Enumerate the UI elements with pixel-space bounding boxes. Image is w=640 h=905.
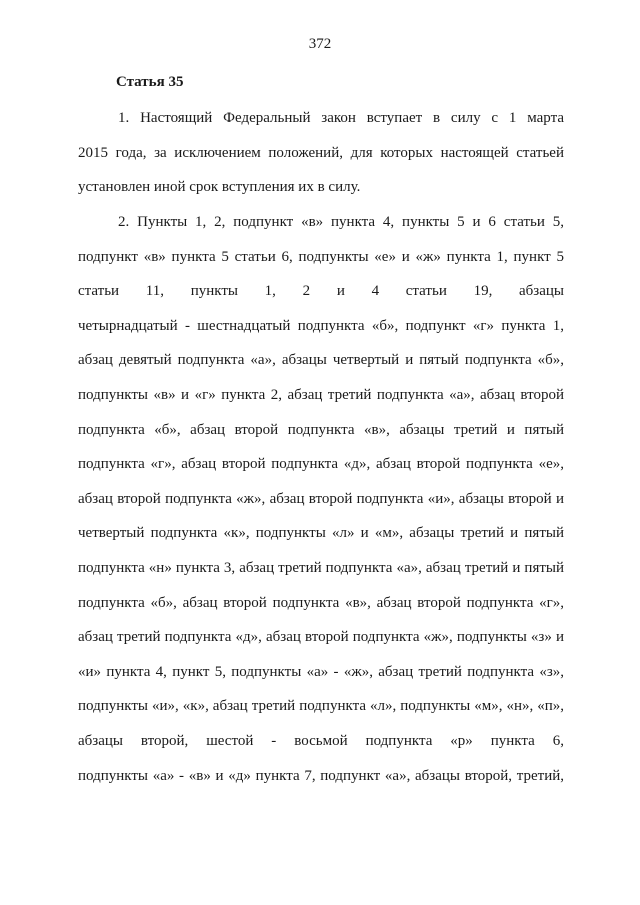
paragraph-line: четвертый подпункта «к», подпункты «л» и «м», абзацы третий и пятый xyxy=(78,525,564,542)
paragraph-line: подпункты «в» и «г» пункта 2, абзац третий подпункта «а», абзац второй xyxy=(78,386,564,403)
paragraph-line: абзац второй подпункта «ж», абзац второй подпункта «и», абзацы второй и xyxy=(78,490,564,507)
paragraph-line: подпункты «и», «к», абзац третий подпункта «л», подпункты «м», «н», «п», xyxy=(78,698,564,715)
paragraph-1 xyxy=(78,108,564,212)
paragraph-line: подпункта «н» пункта 3, абзац третий подпункта «а», абзац третий и пятый xyxy=(78,559,564,576)
paragraph-line: абзац девятый подпункта «а», абзацы четвертый и пятый подпункта «б», xyxy=(78,352,564,369)
paragraph-line: подпункт «в» пункта 5 статьи 6, подпункты «е» и «ж» пункта 1, пункт 5 xyxy=(78,248,564,265)
paragraph-line: статьи 11, пункты 1, 2 и 4 статьи 19, абзацы xyxy=(78,283,564,300)
paragraph-2 xyxy=(78,212,564,800)
paragraph-line: четырнадцатый - шестнадцатый подпункта «б», подпункт «г» пункта 1, xyxy=(78,317,564,334)
paragraph-line: «и» пункта 4, пункт 5, подпункты «а» - «ж», абзац третий подпункта «з», xyxy=(78,663,564,680)
paragraph-line: 1. Настоящий Федеральный закон вступает в силу с 1 марта xyxy=(118,110,564,126)
article-heading: Статья 35 xyxy=(116,74,184,90)
paragraph-line: 2. Пункты 1, 2, подпункт «в» пункта 4, пункты 5 и 6 статьи 5, xyxy=(118,214,564,230)
paragraph-line: подпункта «б», абзац второй подпункта «в», абзацы третий и пятый xyxy=(78,421,564,438)
paragraph-line: абзацы второй, шестой - восьмой подпункта «р» пункта 6, xyxy=(78,732,564,749)
page-number: 372 xyxy=(308,36,332,52)
paragraph-line: установлен иной срок вступления их в силу. xyxy=(78,179,361,196)
paragraph-line: абзац третий подпункта «д», абзац второй подпункта «ж», подпункты «з» и xyxy=(78,629,564,646)
paragraph-line: подпункта «б», абзац второй подпункта «в», абзац второй подпункта «г», xyxy=(78,594,564,611)
paragraph-line: 2015 года, за исключением положений, для которых настоящей статьей xyxy=(78,144,564,161)
paragraph-line: подпункта «г», абзац второй подпункта «д», абзац второй подпункта «е», xyxy=(78,456,564,473)
paragraph-line: подпункты «а» - «в» и «д» пункта 7, подпункт «а», абзацы второй, третий, xyxy=(78,767,564,784)
